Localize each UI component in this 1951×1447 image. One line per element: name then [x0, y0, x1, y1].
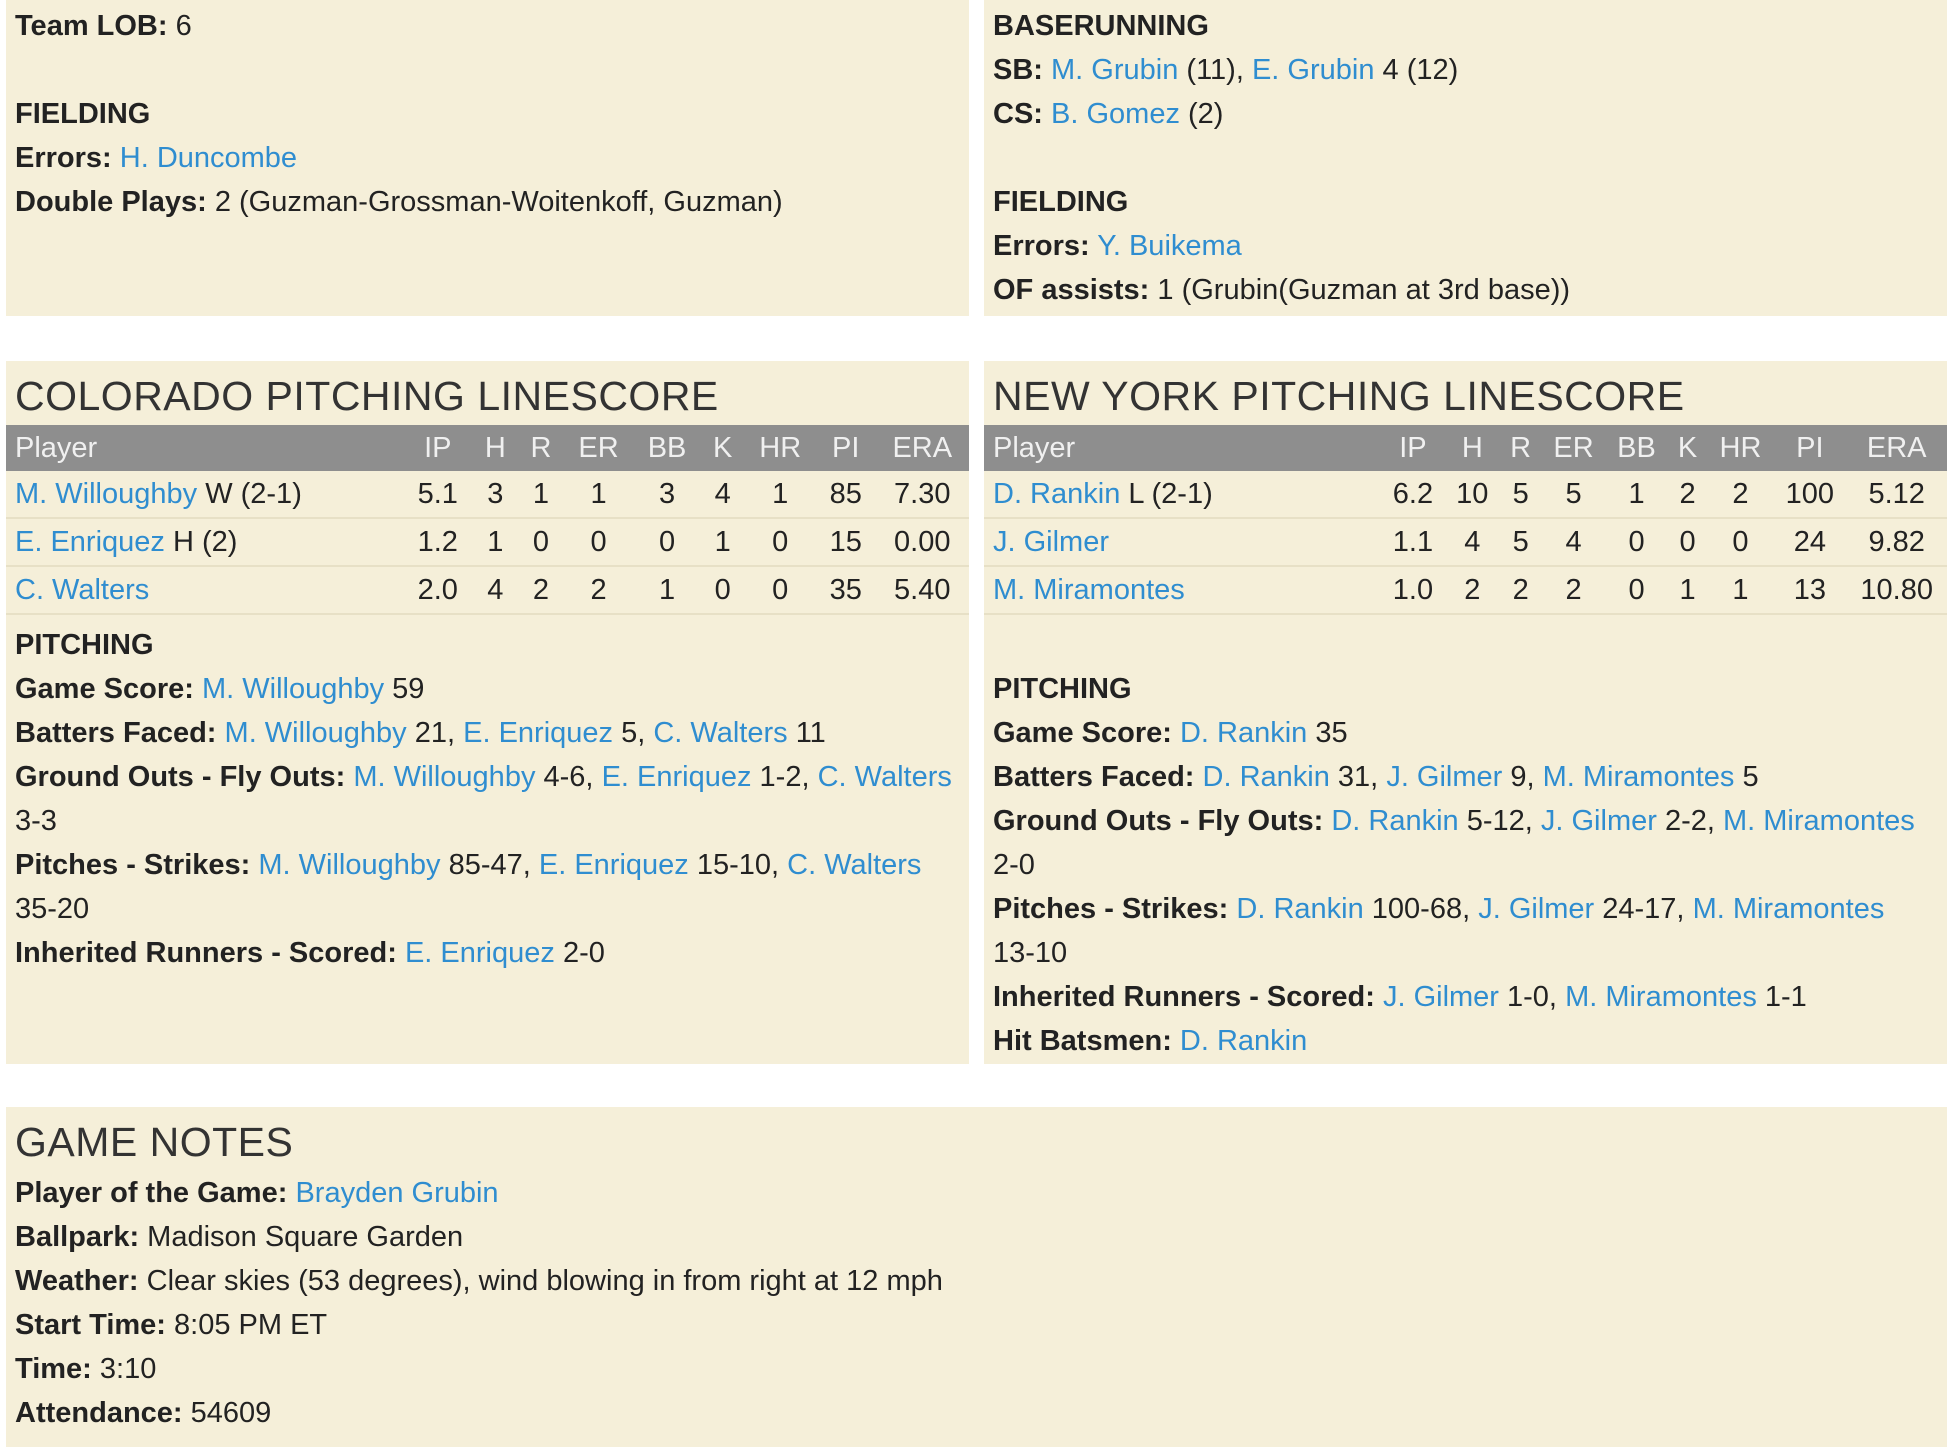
player-link[interactable]: Brayden Grubin	[295, 1177, 499, 1209]
of-assists-line: OF assists: 1 (Grubin(Guzman at 3rd base))	[993, 274, 1571, 306]
inherited-runners-line: Inherited Runners - Scored: E. Enriquez 2-0	[15, 937, 605, 969]
player-link[interactable]: M. Willoughby	[201, 673, 385, 705]
player-link[interactable]: D. Rankin	[1179, 717, 1308, 749]
player-link[interactable]: E. Grubin	[1251, 54, 1375, 86]
game-notes-panel	[6, 1107, 1947, 1447]
game-score-line: Game Score: D. Rankin 35	[993, 717, 1348, 749]
time-line: Time: 3:10	[15, 1353, 157, 1385]
column-header: K	[1668, 425, 1708, 471]
column-header: R	[518, 425, 564, 471]
ground-fly-outs-line: Ground Outs - Fly Outs: D. Rankin 5-12, J. Gilmer 2-2, M. Miramontes 2-0	[993, 805, 1915, 881]
column-header: ER	[1542, 425, 1606, 471]
player-link[interactable]: Y. Buikema	[1097, 230, 1242, 262]
table-row: D. Rankin L (2-1) 6.2 10 5 5 1 2 2 100 5.12	[984, 471, 1947, 518]
player-link[interactable]: C. Walters	[787, 849, 922, 881]
errors-line: Errors: Y. Buikema	[993, 230, 1242, 262]
newyork-misc-panel	[984, 0, 1947, 316]
cs-line: CS: B. Gomez (2)	[993, 98, 1224, 130]
player-link[interactable]: D. Rankin	[1236, 893, 1364, 925]
player-link[interactable]: J. Gilmer	[1382, 981, 1499, 1013]
column-header: H	[473, 425, 519, 471]
start-time-line: Start Time: 8:05 PM ET	[15, 1309, 328, 1341]
player-link[interactable]: C. Walters	[15, 573, 150, 606]
column-header: K	[701, 425, 745, 471]
column-header: ER	[564, 425, 634, 471]
player-link[interactable]: M. Miramontes	[993, 573, 1185, 606]
player-link[interactable]: H. Duncombe	[119, 142, 298, 174]
column-header: PI	[816, 425, 876, 471]
colorado-pitching-panel	[6, 361, 969, 1064]
player-link[interactable]: D. Rankin	[1202, 761, 1330, 793]
pitches-strikes-line: Pitches - Strikes: D. Rankin 100-68, J. Gilmer 24-17, M. Miramontes 13-10	[993, 893, 1885, 969]
player-link[interactable]: M. Grubin	[1051, 54, 1179, 86]
colorado-linescore-table	[6, 425, 969, 615]
batters-faced-line: Batters Faced: M. Willoughby 21, E. Enriquez 5, C. Walters 11	[15, 717, 826, 749]
ground-fly-outs-line: Ground Outs - Fly Outs: M. Willoughby 4-6, E. Enriquez 1-2, C. Walters 3-3	[15, 761, 952, 837]
player-link[interactable]: B. Gomez	[1051, 98, 1180, 130]
newyork-pitching-panel	[984, 361, 1947, 1064]
column-header: HR	[744, 425, 815, 471]
table-row: M. Miramontes 1.0 2 2 2 0 1 1 13 10.80	[984, 566, 1947, 614]
column-header: Player	[984, 425, 1381, 471]
column-header: IP	[403, 425, 473, 471]
player-link[interactable]: E. Enriquez	[404, 937, 555, 969]
table-row: E. Enriquez H (2) 1.2 1 0 0 0 1 0 15 0.00	[6, 518, 969, 566]
player-link[interactable]: J. Gilmer	[993, 525, 1109, 558]
pitching-header: PITCHING	[15, 629, 154, 661]
player-link[interactable]: M. Miramontes	[1565, 981, 1757, 1013]
player-link[interactable]: J. Gilmer	[1540, 805, 1657, 837]
player-link[interactable]: M. Miramontes	[1692, 893, 1885, 925]
column-header: R	[1500, 425, 1542, 471]
column-header: ERA	[1846, 425, 1947, 471]
sb-line: SB: M. Grubin (11), E. Grubin 4 (12)	[993, 54, 1459, 86]
colorado-misc-panel	[6, 0, 969, 316]
baserunning-header: BASERUNNING	[993, 10, 1209, 42]
player-link[interactable]: M. Willoughby	[224, 717, 407, 749]
team-lob-line: Team LOB: 6	[15, 10, 192, 42]
double-plays-line: Double Plays: 2 (Guzman-Grossman-Woitenkoff, Guzman)	[15, 186, 783, 218]
player-link[interactable]: D. Rankin	[1331, 805, 1459, 837]
hit-batsmen-line: Hit Batsmen: D. Rankin	[993, 1025, 1308, 1057]
player-link[interactable]: E. Enriquez	[601, 761, 752, 793]
column-header: HR	[1708, 425, 1774, 471]
table-header-row	[984, 425, 1947, 471]
player-link[interactable]: J. Gilmer	[1386, 761, 1503, 793]
table-row: M. Willoughby W (2-1) 5.1 3 1 1 3 4 1 85 7.30	[6, 471, 969, 518]
table-header-row	[6, 425, 969, 471]
player-link[interactable]: E. Enriquez	[15, 525, 165, 558]
player-link[interactable]: E. Enriquez	[463, 717, 614, 749]
column-header: Player	[6, 425, 403, 471]
ballpark-line: Ballpark: Madison Square Garden	[15, 1221, 464, 1253]
colorado-linescore-title: COLORADO PITCHING LINESCORE	[15, 373, 719, 419]
game-notes-title: GAME NOTES	[15, 1119, 294, 1165]
pitches-strikes-line: Pitches - Strikes: M. Willoughby 85-47, E. Enriquez 15-10, C. Walters 35-20	[15, 849, 922, 925]
fielding-header: FIELDING	[15, 98, 151, 130]
newyork-linescore-title: NEW YORK PITCHING LINESCORE	[993, 373, 1685, 419]
column-header: BB	[1605, 425, 1667, 471]
table-row: C. Walters 2.0 4 2 2 1 0 0 35 5.40	[6, 566, 969, 614]
player-link[interactable]: C. Walters	[653, 717, 788, 749]
player-link[interactable]: M. Willoughby	[353, 761, 536, 793]
player-link[interactable]: M. Willoughby	[15, 477, 198, 510]
column-header: IP	[1381, 425, 1445, 471]
player-link[interactable]: E. Enriquez	[538, 849, 689, 881]
errors-line: Errors: H. Duncombe	[15, 142, 298, 174]
player-link[interactable]: D. Rankin	[1179, 1025, 1308, 1057]
weather-line: Weather: Clear skies (53 degrees), wind blowing in from right at 12 mph	[15, 1265, 943, 1297]
player-link[interactable]: M. Willoughby	[258, 849, 441, 881]
inherited-runners-line: Inherited Runners - Scored: J. Gilmer 1-0, M. Miramontes 1-1	[993, 981, 1807, 1013]
game-score-line: Game Score: M. Willoughby 59	[15, 673, 425, 705]
table-row: J. Gilmer 1.1 4 5 4 0 0 0 24 9.82	[984, 518, 1947, 566]
column-header: ERA	[876, 425, 969, 471]
fielding-header: FIELDING	[993, 186, 1129, 218]
player-link[interactable]: M. Miramontes	[1723, 805, 1915, 837]
column-header: H	[1445, 425, 1500, 471]
newyork-linescore-table	[984, 425, 1947, 615]
player-link[interactable]: D. Rankin	[993, 477, 1121, 510]
attendance-line: Attendance: 54609	[15, 1397, 272, 1429]
player-link[interactable]: M. Miramontes	[1542, 761, 1735, 793]
player-link[interactable]: J. Gilmer	[1478, 893, 1595, 925]
batters-faced-line: Batters Faced: D. Rankin 31, J. Gilmer 9, M. Miramontes 5	[993, 761, 1759, 793]
player-link[interactable]: C. Walters	[817, 761, 952, 793]
player-of-game-line: Player of the Game: Brayden Grubin	[15, 1177, 499, 1209]
column-header: BB	[633, 425, 701, 471]
column-header: PI	[1773, 425, 1846, 471]
pitching-header: PITCHING	[993, 673, 1132, 705]
